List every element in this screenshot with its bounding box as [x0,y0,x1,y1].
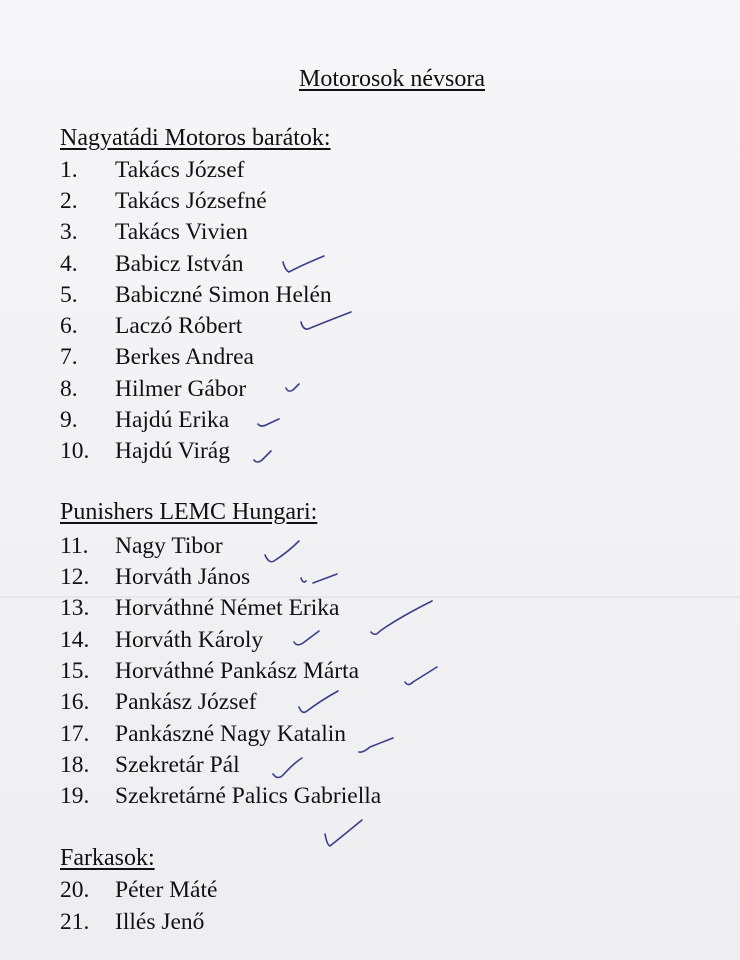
list-item: 3. Takács Vivien [60,219,248,245]
list-item: 6. Laczó Róbert [60,313,243,339]
checkmark-icon [283,256,324,272]
list-item: 8. Hilmer Gábor [60,376,247,402]
group-heading-nagyatadi: Nagyatádi Motoros barátok: [60,125,331,151]
document-title: Motorosok névsora [299,66,485,92]
list-item: 4. Babicz István [60,251,244,277]
list-item: 17. Pankászné Nagy Katalin [60,721,347,747]
list-item: 12. Horváth János [60,564,251,590]
checkmark-icon [299,691,338,712]
checkmark-icon [301,312,351,329]
checkmark-icon [405,667,437,685]
list-item: 9. Hajdú Erika [60,407,230,433]
checkmark-icon [273,758,302,778]
checkmark-icon [359,738,393,752]
list-item: 21. Illés Jenő [60,909,205,935]
list-item: 18. Szekretár Pál [60,752,240,778]
list-item: 7. Berkes Andrea [60,344,254,370]
list-item: 16. Pankász József [60,689,257,715]
checkmark-icon [286,384,299,391]
checkmark-icon [254,451,271,462]
list-item: 10. Hajdú Virág [60,438,230,464]
checkmark-icon [313,574,337,583]
list-item: 5. Babiczné Simon Helén [60,282,332,308]
group-heading-punishers: Punishers LEMC Hungari: [60,499,318,525]
list-item: 13. Horváthné Német Erika [60,595,340,621]
list-item: 20. Péter Máté [60,877,218,903]
list-item: 2. Takács Józsefné [60,188,267,214]
checkmark-icon [294,631,319,645]
checkmark-icon [265,541,299,562]
list-item: 1. Takács József [60,157,245,183]
list-item: 19. Szekretárné Palics Gabriella [60,783,382,809]
checkmark-icon [301,578,306,582]
list-item: 11. Nagy Tibor [60,533,223,559]
list-item: 14. Horváth Károly [60,627,264,653]
checkmark-icon [325,820,362,846]
group-heading-farkasok: Farkasok: [60,845,155,871]
list-item: 15. Horváthné Pankász Márta [60,658,360,684]
checkmark-icon [258,419,279,426]
checkmark-icon [371,601,432,634]
